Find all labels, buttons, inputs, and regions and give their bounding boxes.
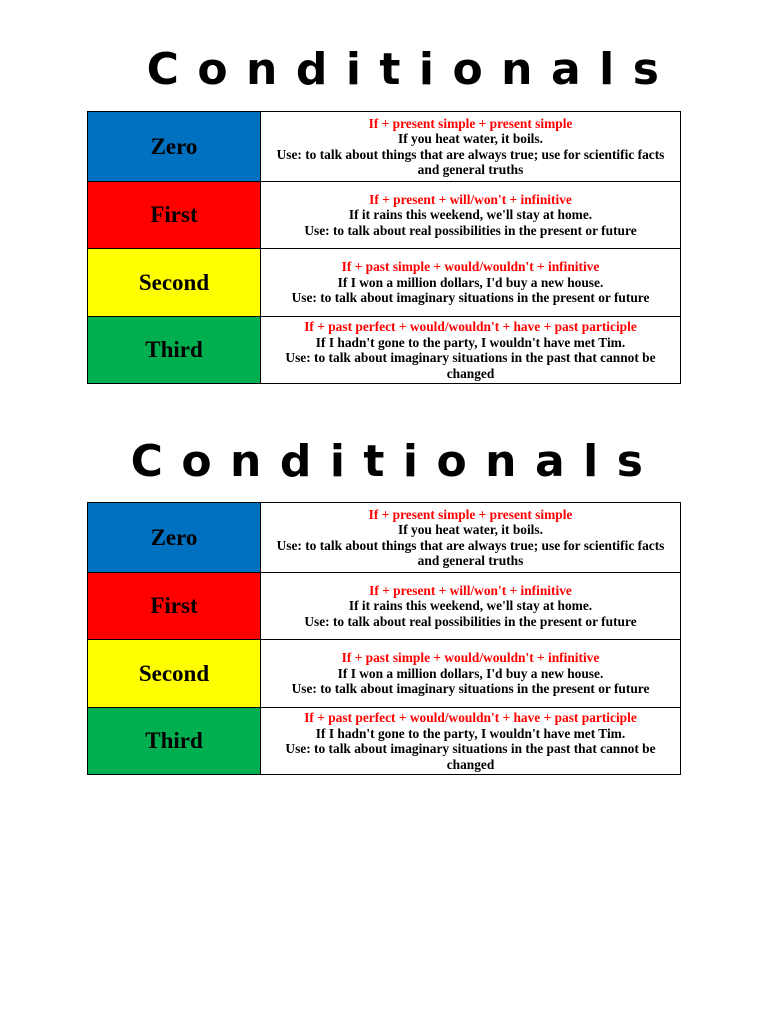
formula-text: If + present simple + present simple bbox=[368, 506, 573, 522]
type-cell-second: Second bbox=[88, 249, 261, 317]
example-text: If I hadn't gone to the party, I wouldn't have met Tim. bbox=[315, 334, 626, 350]
example-text: If I won a million dollars, I'd buy a new house. bbox=[337, 665, 604, 681]
description-cell bbox=[261, 182, 681, 249]
example-text: If I won a million dollars, I'd buy a new house. bbox=[337, 274, 604, 290]
formula-text: If + past simple + would/wouldn't + infinitive bbox=[341, 259, 600, 275]
example-text: If you heat water, it boils. bbox=[398, 131, 543, 146]
table-row-third bbox=[88, 708, 681, 775]
table-row-first bbox=[88, 182, 681, 249]
usage-text: Use: to talk about real possibilities in the present or future bbox=[304, 222, 637, 238]
type-cell-zero: Zero bbox=[88, 112, 261, 182]
table-row-zero bbox=[88, 503, 681, 573]
type-cell-third: Third bbox=[88, 708, 261, 775]
example-text: If it rains this weekend, we'll stay at home. bbox=[348, 598, 593, 614]
formula-text: If + present simple + present simple bbox=[368, 115, 573, 131]
table-row-second bbox=[88, 249, 681, 317]
conditionals-table bbox=[87, 502, 681, 775]
type-cell-second: Second bbox=[88, 640, 261, 708]
conditionals-table bbox=[87, 111, 681, 384]
table-row-first bbox=[88, 573, 681, 640]
usage-text: Use: to talk about imaginary situations in the past that cannot be changed bbox=[285, 350, 656, 381]
example-text: If you heat water, it boils. bbox=[398, 522, 543, 537]
type-cell-third: Third bbox=[88, 317, 261, 384]
description-cell bbox=[261, 112, 681, 182]
description-cell bbox=[261, 708, 681, 775]
description-cell bbox=[261, 249, 681, 317]
description-cell bbox=[261, 503, 681, 573]
table-row-second bbox=[88, 640, 681, 708]
page-title: Conditionals bbox=[130, 436, 662, 487]
example-text: If I hadn't gone to the party, I wouldn't have met Tim. bbox=[315, 725, 626, 741]
table-row-zero bbox=[88, 112, 681, 182]
usage-text: Use: to talk about things that are always true; use for scientific facts and general truths bbox=[276, 146, 665, 177]
usage-text: Use: to talk about imaginary situations in the past that cannot be changed bbox=[285, 741, 656, 772]
usage-text: Use: to talk about imaginary situations in the present or future bbox=[291, 681, 650, 697]
formula-text: If + past perfect + would/wouldn't + have + past participle bbox=[304, 319, 637, 334]
formula-text: If + past simple + would/wouldn't + infinitive bbox=[341, 650, 600, 666]
table-row-third bbox=[88, 317, 681, 384]
formula-text: If + past perfect + would/wouldn't + have + past participle bbox=[304, 710, 637, 725]
type-cell-first: First bbox=[88, 573, 261, 640]
example-text: If it rains this weekend, we'll stay at home. bbox=[348, 207, 593, 223]
description-cell bbox=[261, 317, 681, 384]
formula-text: If + present + will/won't + infinitive bbox=[369, 582, 572, 598]
usage-text: Use: to talk about things that are always true; use for scientific facts and general truths bbox=[276, 537, 665, 568]
description-cell bbox=[261, 573, 681, 640]
type-cell-zero: Zero bbox=[88, 503, 261, 573]
formula-text: If + present + will/won't + infinitive bbox=[369, 191, 572, 207]
description-cell bbox=[261, 640, 681, 708]
type-cell-first: First bbox=[88, 182, 261, 249]
usage-text: Use: to talk about imaginary situations in the present or future bbox=[291, 290, 650, 306]
usage-text: Use: to talk about real possibilities in the present or future bbox=[304, 613, 637, 629]
page-title: Conditionals bbox=[146, 44, 678, 95]
